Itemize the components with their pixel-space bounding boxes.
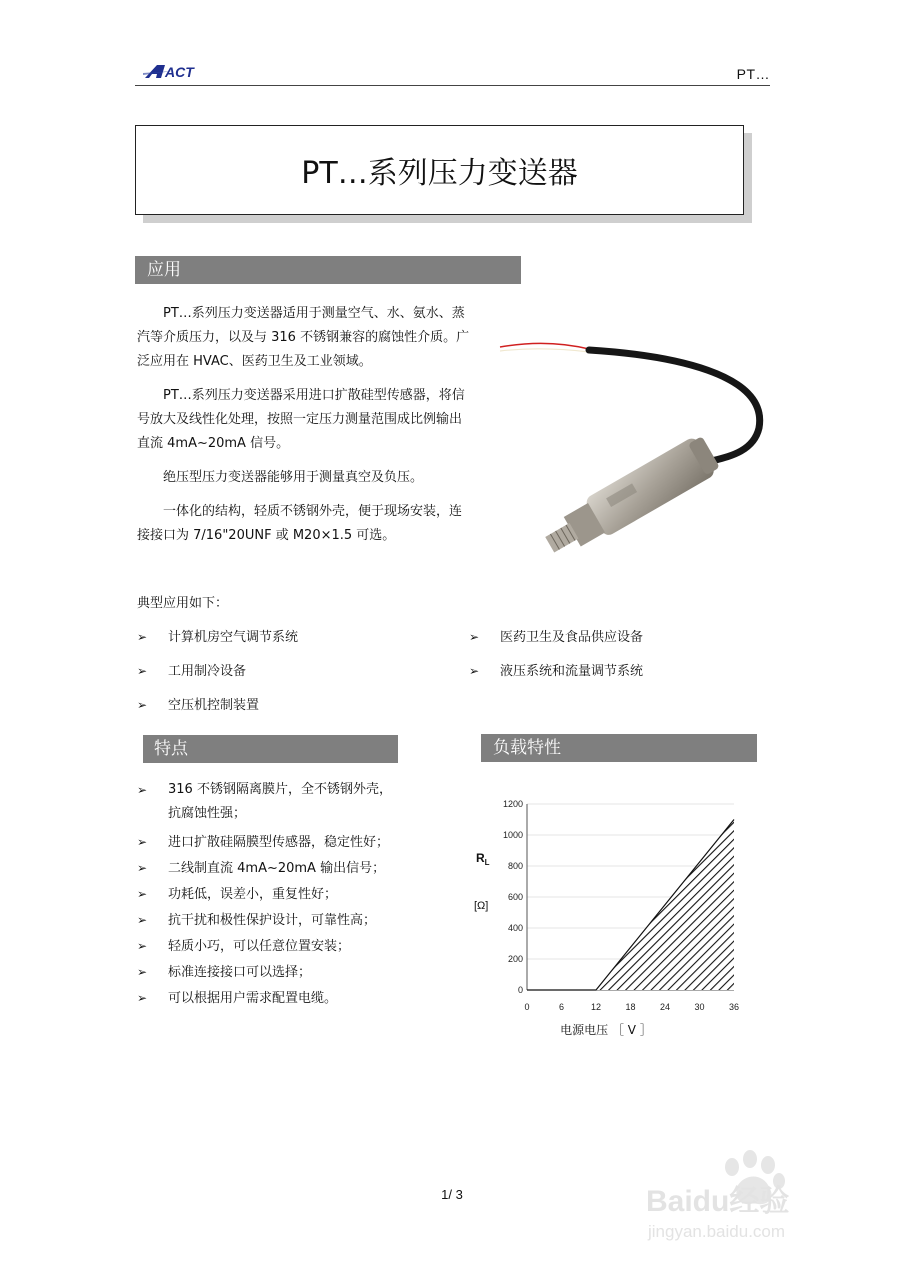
typical-app-item bbox=[469, 661, 643, 682]
y-axis-label-main: R bbox=[476, 851, 485, 865]
feature-text: 功耗低，误差小，重复性好； bbox=[168, 887, 338, 902]
y-tick-labels bbox=[503, 799, 523, 995]
y-tick-label: 800 bbox=[507, 861, 523, 871]
feature-item bbox=[137, 832, 447, 858]
arrow-bullet-icon: ➢ bbox=[137, 913, 148, 927]
typical-app-item bbox=[137, 661, 246, 682]
features-heading: 特点 bbox=[143, 735, 398, 763]
x-axis-label: 电源电压 ［ V ］ bbox=[560, 1023, 652, 1037]
act-logo bbox=[143, 63, 217, 79]
typical-app-text: 工用制冷设备 bbox=[168, 664, 247, 679]
logo-text: ACT bbox=[165, 64, 194, 79]
arrow-bullet-icon: ➢ bbox=[137, 630, 148, 644]
typical-app-item bbox=[469, 627, 643, 648]
application-heading: 应用 bbox=[135, 256, 521, 284]
watermark-brand: Baidu经验 bbox=[646, 1185, 790, 1218]
x-tick-label: 0 bbox=[524, 1002, 530, 1012]
x-tick-label: 30 bbox=[694, 1002, 705, 1012]
typical-app-text: 空压机控制装置 bbox=[168, 698, 260, 713]
typical-app-item bbox=[137, 695, 259, 716]
arrow-bullet-icon: ➢ bbox=[137, 835, 148, 849]
y-tick-label: 400 bbox=[507, 923, 523, 933]
feature-item bbox=[137, 988, 447, 1014]
typical-app-text: 液压系统和流量调节系统 bbox=[500, 664, 644, 679]
y-tick-label: 1200 bbox=[502, 799, 523, 809]
arrow-bullet-icon: ➢ bbox=[469, 664, 480, 678]
arrow-bullet-icon: ➢ bbox=[137, 939, 148, 953]
feature-text: 标准连接接口可以选择； bbox=[168, 965, 312, 980]
feature-item bbox=[137, 884, 447, 910]
feature-item bbox=[137, 858, 447, 884]
x-tick-label: 12 bbox=[590, 1002, 602, 1012]
feature-item bbox=[137, 910, 447, 936]
x-tick-label: 24 bbox=[659, 1002, 671, 1012]
application-paragraph: PT…系列压力变送器适用于测量空气、水、氨水、蒸汽等介质压力，以及与 316 不锈钢兼容的腐蚀性介质。广泛应用在 HVAC、医药卫生及工业领域。 bbox=[137, 306, 470, 369]
y-axis-unit: [Ω] bbox=[474, 900, 489, 912]
pressure-transmitter-photo bbox=[494, 333, 770, 561]
x-tick-label: 18 bbox=[625, 1002, 636, 1012]
x-tick-label: 36 bbox=[728, 1002, 740, 1012]
page-number: 1/ 3 bbox=[441, 1187, 463, 1202]
application-paragraph: 一体化的结构，轻质不锈钢外壳，便于现场安装，连接接口为 7/16"20UNF 或 M20×1.5 可选。 bbox=[137, 504, 463, 543]
y-tick-label: 200 bbox=[507, 954, 523, 964]
y-axis-label-sub: L bbox=[484, 858, 490, 867]
application-paragraph: 绝压型压力变送器能够用于测量真空及负压。 bbox=[163, 470, 424, 485]
typical-applications-label: 典型应用如下： bbox=[137, 596, 229, 611]
load-characteristic-chart bbox=[460, 790, 760, 1050]
header-rule bbox=[135, 85, 770, 86]
arrow-bullet-icon: ➢ bbox=[137, 783, 148, 797]
y-tick-label: 0 bbox=[517, 985, 523, 995]
typical-app-item bbox=[137, 627, 298, 648]
x-tick-labels bbox=[524, 1002, 739, 1012]
feature-text: 抗干扰和极性保护设计，可靠性高； bbox=[168, 913, 377, 928]
application-paragraph: PT…系列压力变送器采用进口扩散硅型传感器，将信号放大及线性化处理，按照一定压力测量范围成比例输出直流 4mA~20mA 信号。 bbox=[137, 388, 465, 451]
arrow-bullet-icon: ➢ bbox=[137, 991, 148, 1005]
typical-app-text: 医药卫生及食品供应设备 bbox=[500, 630, 644, 645]
arrow-bullet-icon: ➢ bbox=[137, 664, 148, 678]
arrow-bullet-icon: ➢ bbox=[137, 887, 148, 901]
feature-text: 可以根据用户需求配置电缆。 bbox=[168, 991, 338, 1006]
load-heading: 负载特性 bbox=[481, 734, 757, 762]
feature-text: 轻质小巧，可以任意位置安装； bbox=[168, 939, 351, 954]
document-code: PT… bbox=[736, 66, 770, 82]
features-list bbox=[137, 780, 447, 1014]
y-axis-label bbox=[476, 851, 490, 867]
arrow-bullet-icon: ➢ bbox=[137, 861, 148, 875]
feature-text: 进口扩散硅隔膜型传感器，稳定性好； bbox=[168, 835, 390, 850]
arrow-bullet-icon: ➢ bbox=[469, 630, 480, 644]
watermark-url: jingyan.baidu.com bbox=[648, 1222, 786, 1241]
arrow-bullet-icon: ➢ bbox=[137, 698, 148, 712]
typical-app-text: 计算机房空气调节系统 bbox=[168, 630, 299, 645]
feature-item bbox=[137, 780, 447, 826]
y-tick-label: 1000 bbox=[502, 830, 523, 840]
arrow-bullet-icon: ➢ bbox=[137, 965, 148, 979]
feature-text: 316 不锈钢隔离膜片，全不锈钢外壳，抗腐蚀性强； bbox=[168, 782, 392, 821]
application-text bbox=[137, 302, 473, 558]
feature-item bbox=[137, 936, 447, 962]
y-tick-label: 600 bbox=[507, 892, 523, 902]
feature-item bbox=[137, 962, 447, 988]
page-title: PT…系列压力变送器 bbox=[135, 125, 744, 215]
feature-text: 二线制直流 4mA~20mA 输出信号； bbox=[168, 861, 386, 876]
x-tick-label: 6 bbox=[558, 1002, 565, 1012]
